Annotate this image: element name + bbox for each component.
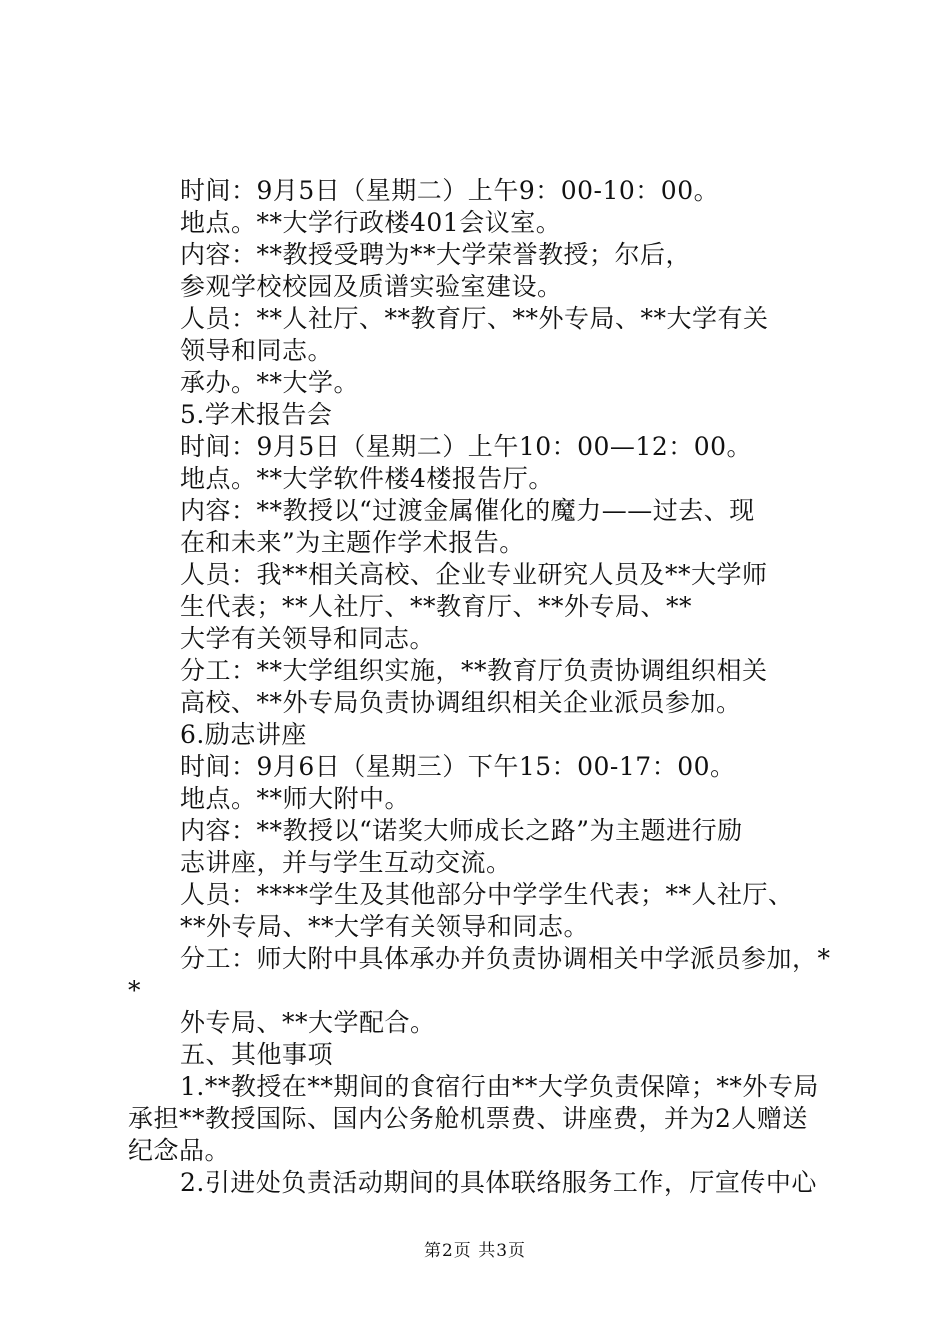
text-line: 承担**教授国际、国内公务舱机票费、讲座费，并为2人赠送	[128, 1104, 808, 1133]
text-line: 大学有关领导和同志。	[180, 624, 436, 653]
text-line: **外专局、**大学有关领导和同志。	[180, 912, 590, 941]
text-line: 人员：**人社厅、**教育厅、**外专局、**大学有关	[180, 304, 769, 333]
text-line: 在和未来”为主题作学术报告。	[180, 528, 525, 557]
text-line: 人员：****学生及其他部分中学学生代表；**人社厅、	[180, 880, 794, 909]
text-line: 内容：**教授受聘为**大学荣誉教授；尔后，	[180, 240, 692, 269]
text-line: 内容：**教授以“诺奖大师成长之路”为主题进行励	[180, 816, 743, 845]
text-line: 人员：我**相关高校、企业专业研究人员及**大学师	[180, 560, 768, 589]
text-line: 承办。**大学。	[180, 368, 360, 397]
section-heading: 5.学术报告会	[180, 400, 333, 429]
text-line: 外专局、**大学配合。	[180, 1008, 436, 1037]
text-line: 参观学校校园及质谱实验室建设。	[180, 272, 563, 301]
text-line: 分工：师大附中具体承办并负责协调相关中学派员参加，*	[180, 944, 831, 973]
text-line: 1.**教授在**期间的食宿行由**大学负责保障；**外专局	[180, 1072, 819, 1101]
text-line: 地点。**大学行政楼401会议室。	[180, 208, 562, 237]
section-heading: 6.励志讲座	[180, 720, 307, 749]
text-line: 生代表；**人社厅、**教育厅、**外专局、**	[180, 592, 693, 621]
text-line: 内容：**教授以“过渡金属催化的魔力——过去、现	[180, 496, 755, 525]
text-line: 高校、**外专局负责协调组织相关企业派员参加。	[180, 688, 742, 717]
page-number-footer: 第2页 共3页	[423, 1241, 527, 1261]
text-line: 志讲座，并与学生互动交流。	[180, 848, 512, 877]
text-line: 地点。**师大附中。	[180, 784, 411, 813]
text-line: 地点。**大学软件楼4楼报告厅。	[180, 464, 554, 493]
text-line: 时间：9月6日（星期三）下午15：00-17：00。	[180, 752, 736, 781]
text-line: 时间：9月5日（星期二）上午9：00-10：00。	[180, 176, 720, 205]
text-line: 纪念品。	[128, 1136, 231, 1165]
text-line: *	[128, 976, 141, 1005]
text-line: 时间：9月5日（星期二）上午10：00—12：00。	[180, 432, 753, 461]
text-line: 领导和同志。	[180, 336, 334, 365]
text-line: 2.引进处负责活动期间的具体联络服务工作，厅宣传中心	[180, 1168, 817, 1197]
text-line: 分工：**大学组织实施，**教育厅负责协调组织相关	[180, 656, 768, 685]
section-heading: 五、其他事项	[180, 1040, 334, 1069]
